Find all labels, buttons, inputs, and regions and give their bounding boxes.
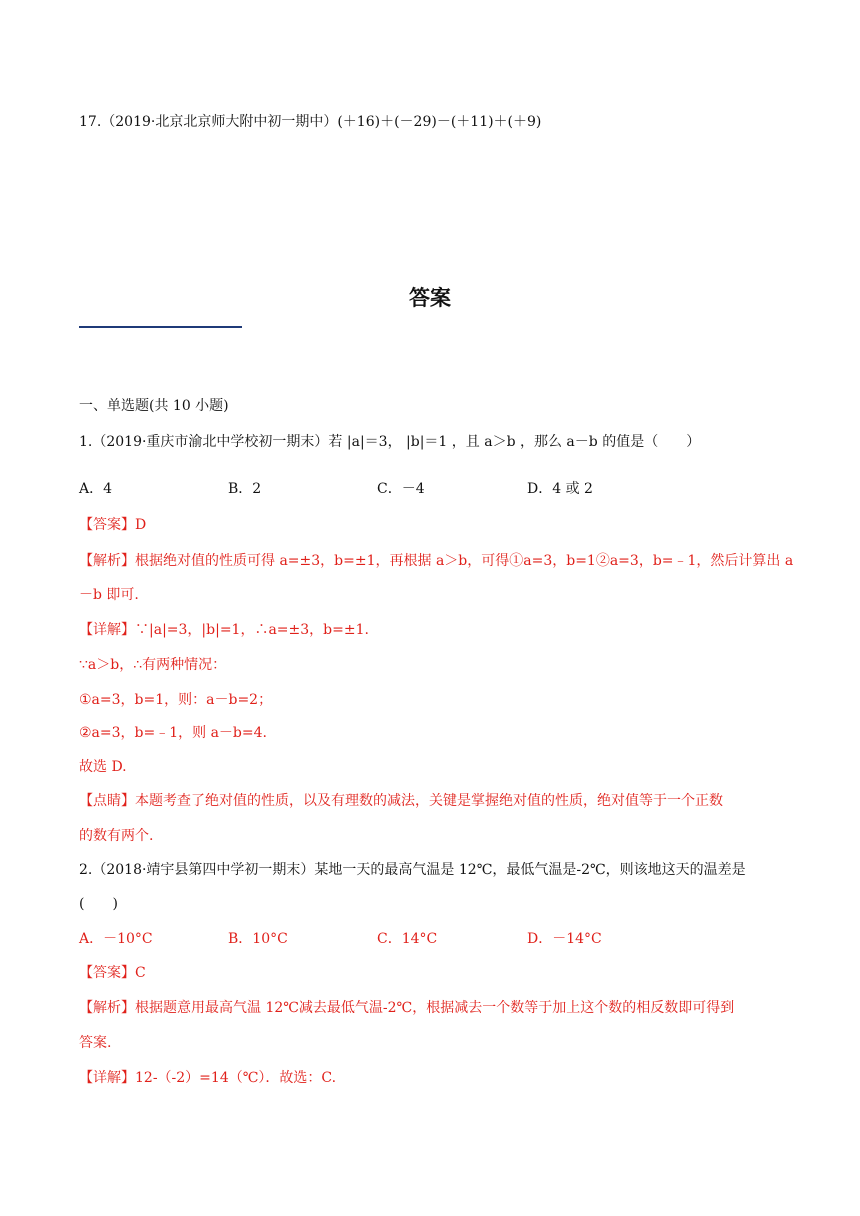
q2-analysis-line-1: 【解析】根据题意用最高气温 12℃减去最低气温-2℃，根据减去一个数等于加上这个数的相反数即可得到 <box>79 1000 735 1016</box>
q1-detail-line-1: 【详解】∵|a|=3，|b|=1，∴a=±3，b=±1. <box>79 622 369 638</box>
section-heading: 一、单选题(共 10 小题) <box>79 398 229 414</box>
q1-detail-line-4: ②a=3，b=﹣1，则 a－b=4. <box>79 725 267 741</box>
q2-answer: 【答案】C <box>79 965 146 981</box>
question-2-stem-line-1: 2.（2018·靖宇县第四中学初一期末）某地一天的最高气温是 12℃，最低气温是-2℃，则该地这天的温差是 <box>79 862 746 878</box>
q1-option-b: B．2 <box>228 481 262 497</box>
q1-option-c: C．－4 <box>377 481 425 497</box>
q1-answer: 【答案】D <box>79 517 147 533</box>
q2-option-a: A．－10°C <box>79 931 153 947</box>
question-1-stem: 1.（2019·重庆市渝北中学校初一期末）若 |a|＝3， |b|＝1 ，且 a＞b ，那么 a－b 的值是（ ） <box>79 434 701 450</box>
q1-detail-line-3: ①a=3，b=1，则：a－b=2； <box>79 692 273 708</box>
q2-option-c: C．14°C <box>377 931 438 947</box>
q1-detail-line-2: ∵a＞b，∴有两种情况： <box>79 657 227 673</box>
q1-comment-line-1: 【点睛】本题考查了绝对值的性质，以及有理数的减法，关键是掌握绝对值的性质，绝对值等于一个正数 <box>79 793 723 809</box>
title-underline <box>79 326 242 328</box>
q1-detail-line-5: 故选 D. <box>79 759 127 775</box>
answers-title: 答案 <box>409 286 451 310</box>
q1-analysis-line-2: －b 即可. <box>79 587 139 603</box>
q1-option-d: D．4 或 2 <box>527 481 593 497</box>
q2-option-d: D．－14°C <box>527 931 602 947</box>
question-2-stem-line-2: ( ) <box>79 896 118 912</box>
q2-detail-line-1: 【详解】12-（-2）=14（℃）．故选：C. <box>79 1070 337 1086</box>
q1-comment-line-2: 的数有两个. <box>79 828 154 844</box>
question-17: 17.（2019·北京北京师大附中初一期中）(＋16)＋(－29)－(＋11)＋(＋9) <box>79 114 542 130</box>
q1-option-a: A．4 <box>79 481 113 497</box>
q2-option-b: B．10°C <box>228 931 288 947</box>
q1-analysis-line-1: 【解析】根据绝对值的性质可得 a=±3，b=±1，再根据 a＞b，可得①a=3，b=1②a=3，b=﹣1，然后计算出 a <box>79 553 794 569</box>
q2-analysis-line-2: 答案. <box>79 1035 112 1051</box>
